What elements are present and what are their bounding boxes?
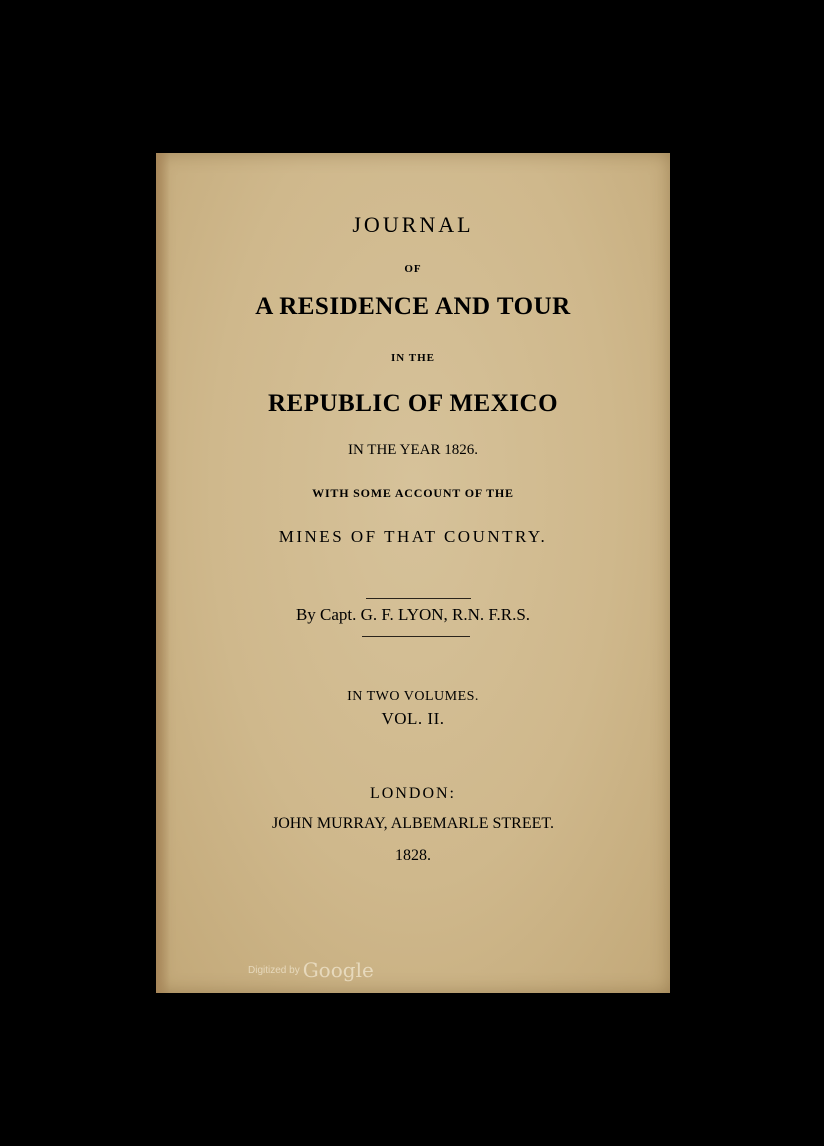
subtitle-with-account: WITH SOME ACCOUNT OF THE — [312, 486, 514, 500]
title-in-the: IN THE — [390, 352, 435, 364]
title-year: IN THE YEAR 1826. — [348, 442, 478, 458]
watermark-prefix: Digitized by — [248, 964, 300, 976]
subtitle-mines: MINES OF THAT COUNTRY. — [278, 527, 548, 546]
google-logo-icon: Google — [302, 958, 374, 982]
title-residence: A RESIDENCE AND TOUR — [255, 293, 571, 320]
divider-bottom — [362, 636, 470, 637]
volume-number: VOL. II. — [381, 709, 445, 728]
divider-top — [366, 598, 471, 599]
digitization-watermark — [248, 958, 374, 982]
imprint-publisher: JOHN MURRAY, ALBEMARLE STREET. — [272, 815, 554, 832]
title-journal: JOURNAL — [352, 212, 474, 237]
title-republic: REPUBLIC OF MEXICO — [267, 390, 559, 417]
title-page — [156, 153, 670, 993]
imprint-date: 1828. — [395, 847, 431, 864]
title-of: OF — [404, 263, 422, 275]
imprint-place: LONDON: — [370, 785, 456, 802]
author-line: By Capt. G. F. LYON, R.N. F.R.S. — [295, 605, 531, 624]
volumes-line: IN TWO VOLUMES. — [347, 689, 479, 704]
